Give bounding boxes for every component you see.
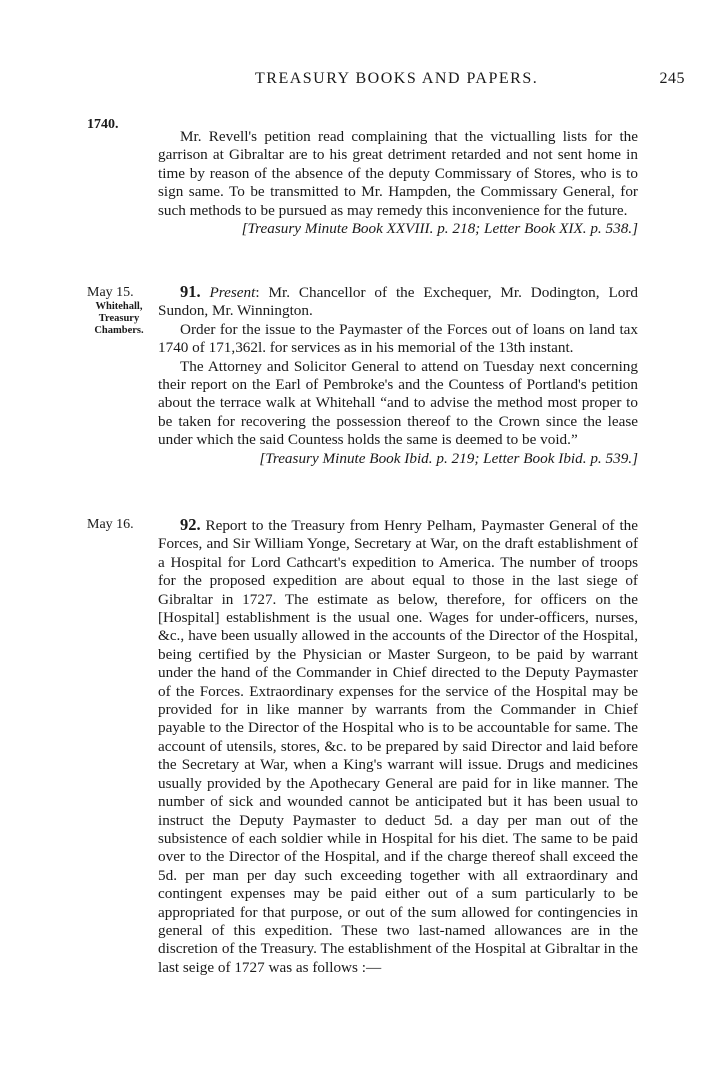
entry-92 — [158, 516, 638, 977]
margin-year-label: 1740. — [87, 117, 119, 132]
margin-entry-92 — [87, 517, 157, 533]
entry-paragraph — [158, 516, 638, 977]
margin-entry-91 — [87, 285, 157, 337]
header-title: TREASURY BOOKS AND PAPERS. — [255, 70, 539, 87]
margin-date: May 16. — [87, 517, 134, 532]
entry-paragraph: The Attorney and Solicitor General to attend on Tuesday next concerning their report on the Earl of Pembroke's and the Countess of Portland's petition about the terrace walk at Whitehall “and to advise the method most proper to be taken for recovering the possession thereof to the Crown since the lease under which the said Countess holds the same is deemed to be void.” — [158, 357, 638, 449]
entry-number: 91. — [180, 282, 201, 301]
entry-91 — [158, 283, 638, 468]
margin-date: May 15. — [87, 285, 134, 300]
margin-place: Whitehall, Treasury Chambers. — [94, 301, 144, 336]
entry-reference: [Treasury Minute Book Ibid. p. 219; Letter Book Ibid. p. 539.] — [259, 449, 638, 467]
entry-number: 92. — [180, 515, 201, 534]
present-label: Present — [209, 284, 256, 301]
entry-reference: [Treasury Minute Book XXVIII. p. 218; Letter Book XIX. p. 538.] — [241, 220, 638, 238]
margin-year — [87, 117, 157, 133]
present-text: : Mr. Chancellor of the Exchequer, Mr. Dodington, Lord Sundon, Mr. Winnington. — [158, 284, 638, 320]
entry-91-present — [158, 283, 638, 321]
entry-1740 — [158, 128, 638, 238]
entry-paragraph: Order for the issue to the Paymaster of the Forces out of loans on land tax 1740 of 171,362l. for services as in his memorial of the 13th instant. — [158, 320, 638, 357]
entry-paragraph: Mr. Revell's petition read complaining that the victualling lists for the garrison at Gibraltar are to his great detriment retarded and not sent home in time by reason of the absence of the deputy Commissary of Stores, who is to sign same. To be transmitted to Mr. Hampden, the Commissary General, for such methods to be pursued as may remedy this inconvenience for the future. — [158, 128, 638, 219]
entry-92-text: Report to the Treasury from Henry Pelham, Paymaster General of the Forces, and Sir William Yonge, Secretary at War, on the draft establishment of a Hospital for Lord Cathcart's expedition to America. The number of troops for the proposed expedition are about equal to those in the last siege of Gibraltar in 1727. The estimate as below, therefore, for officers on the [Hospital] establishment is the usual one. Wages for under-officers, nurses, &c., have been usually allowed in the accounts of the Director of the Hospital, being certified by the Physician or Master Surgeon, to be paid by warrant under the hand of the Commander in Chief directed to the Deputy Paymaster of the Forces. Extraordinary expenses for the service of the Hospital may be provided for in like manner by warrants from the Commander in Chief payable to the Director of the Hospital who is to be accountable for same. The account of utensils, stores, &c. to be prepared by said Director and laid before the Secretary at War, when a King's warrant will issue. Drugs and medicines usually provided by the Apothecary General are paid for in like manner. The number of sick and wounded cannot be anticipated but it has been usual to instruct the Deputy Paymaster to deduct 5d. a day per man out of the subsistence of each soldier while in Hospital for his diet. The same to be paid over to the Director of the Hospital, and if the charge thereof shall exceed the 5d. per man per day such exceeding together with all extraordinary and contingent expenses may be paid either out of a sum particularly to be appropriated for that purpose, or out of the sum allowed for contingencies in general of this expedition. These two last-named allowances are in the discretion of the Treasury. The establishment of the Hospital at Gibraltar in the last seige of 1727 was as follows :— — [158, 517, 639, 976]
page-number: 245 — [659, 70, 685, 87]
